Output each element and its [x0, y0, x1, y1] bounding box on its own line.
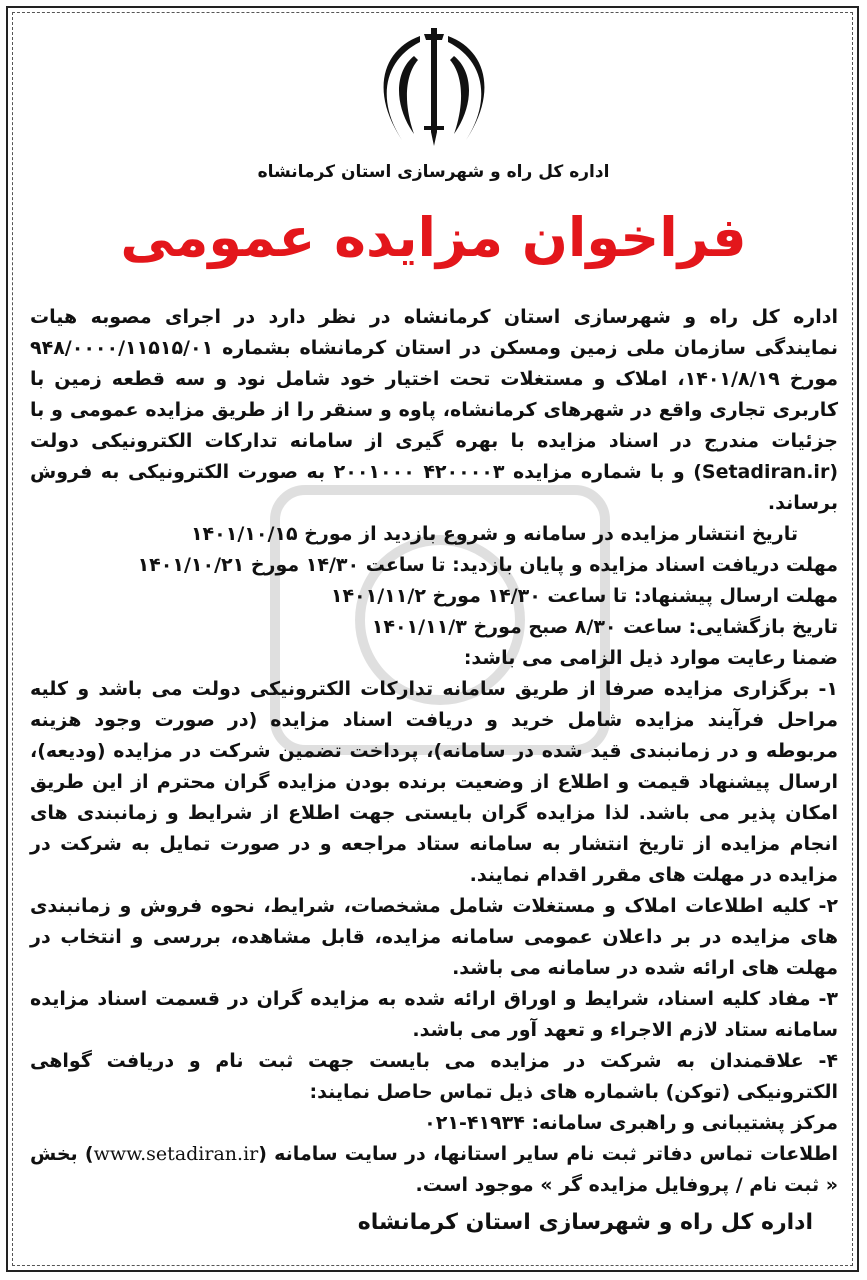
offices-info — [30, 1139, 838, 1201]
offices-text-after: ) بخش « ثبت نام / پروفایل مزایده گر » موجود است. — [30, 1143, 838, 1196]
signature — [0, 1210, 845, 1235]
conditions-intro: ضمنا رعایت موارد ذیل الزامی می باشد: — [463, 647, 838, 669]
setadiran-link[interactable]: www.setadiran.ir — [93, 1143, 259, 1165]
publish-date: تاریخ انتشار مزایده در سامانه و شروع بازدید از مورخ ۱۴۰۱/۱۰/۱۵ — [190, 523, 798, 545]
support-center: مرکز پشتیبانی و راهبری سامانه: ۴۱۹۳۴-۰۲۱ — [424, 1112, 838, 1134]
iran-emblem-icon — [362, 22, 506, 152]
condition-item-4: ۴- علاقمندان به شرکت در مزایده می بایست جهت ثبت نام و دریافت گواهی الکترونیکی (توکن) باشماره های ذیل تماس حاصل نمایند: — [30, 1050, 838, 1103]
condition-item-3: ۳- مفاد کلیه اسناد، شرایط و اوراق ارائه شده به مزایده گران در قسمت اسناد مزایده سامانه ستاد لازم الاجراء و تعهد آور می باشد. — [30, 988, 838, 1041]
notice-title: فراخوان مزایده عمومی — [120, 206, 747, 269]
condition-item-1: ۱- برگزاری مزایده صرفا از طریق سامانه تدارکات الکترونیکی دولت می باشد و کلیه مراحل فرآیند مزایده شامل خرید و دریافت اسناد مزایده (در صورت وجود هزینه مربوطه و در زمانبندی قید شده در سامانه)، پرداخت تضمین شرکت در مزایده (ودیعه)، ارسال پیشنهاد قیمت و اطلاع از وضعیت برنده بودن مزایده گران محترم از این طریق امکان پذیر می باشد. لذا مزایده گران بایستی جهت اطلاع از شرایط و زمانبندی های انجام مزایده از تاریخ انتشار به سامانه ستاد مراجعه و در صورت تمایل به شرکت در مزایده در مهلت های مقرر اقدام نمایند. — [30, 678, 838, 886]
opening-date: تاریخ بازگشایی: ساعت ۸/۳۰ صبح مورخ ۱۴۰۱/۱۱/۳ — [371, 616, 838, 638]
offices-text-before: اطلاعات تماس دفاتر ثبت نام سایر استانها، در سایت سامانه ( — [258, 1143, 839, 1165]
organization-header: اداره کل راه و شهرسازی استان کرمانشاه — [257, 162, 610, 182]
notice-body — [30, 302, 838, 1201]
condition-item-2: ۲- کلیه اطلاعات املاک و مستغلات شامل مشخصات، شرایط، نحوه فروش و زمانبندی های مزایده در بر داعلان عمومی سامانه مزایده، قابل مشاهده، بررسی و انتخاب در مهلت های ارائه شده در سامانه می باشد. — [30, 895, 838, 979]
intro-paragraph: اداره کل راه و شهرسازی استان کرمانشاه در نظر دارد در اجرای مصوبه هیات نمایندگی سازمان ملی زمین ومسکن در استان کرمانشاه بشماره ۹۴۸/۰۰۰۰/۱۱۵۱۵/۰۱ مورخ ۱۴۰۱/۸/۱۹، املاک و مستغلات تحت اختیار خود شامل نود و سه قطعه زمین با کاربری تجاری واقع در شهرهای کرمانشاه، پاوه و سنقر را از طریق مزایده عمومی و با جزئیات مندرج در اسناد مزایده با بهره گیری از سامانه تدارکات الکترونیکی دولت (Setadiran.ir) و با شماره مزایده ۴۲۰۰۰۰۳ ۲۰۰۱۰۰۰ به صورت الکترونیکی به فروش برساند. — [30, 306, 839, 514]
submit-deadline: مهلت ارسال پیشنهاد: تا ساعت ۱۴/۳۰ مورخ ۱۴۰۱/۱۱/۲ — [330, 585, 838, 607]
signature-text: اداره کل راه و شهرسازی استان کرمانشاه — [357, 1210, 813, 1235]
receive-deadline: مهلت دریافت اسناد مزایده و پایان بازدید: تا ساعت ۱۴/۳۰ مورخ ۱۴۰۱/۱۰/۲۱ — [137, 554, 838, 576]
